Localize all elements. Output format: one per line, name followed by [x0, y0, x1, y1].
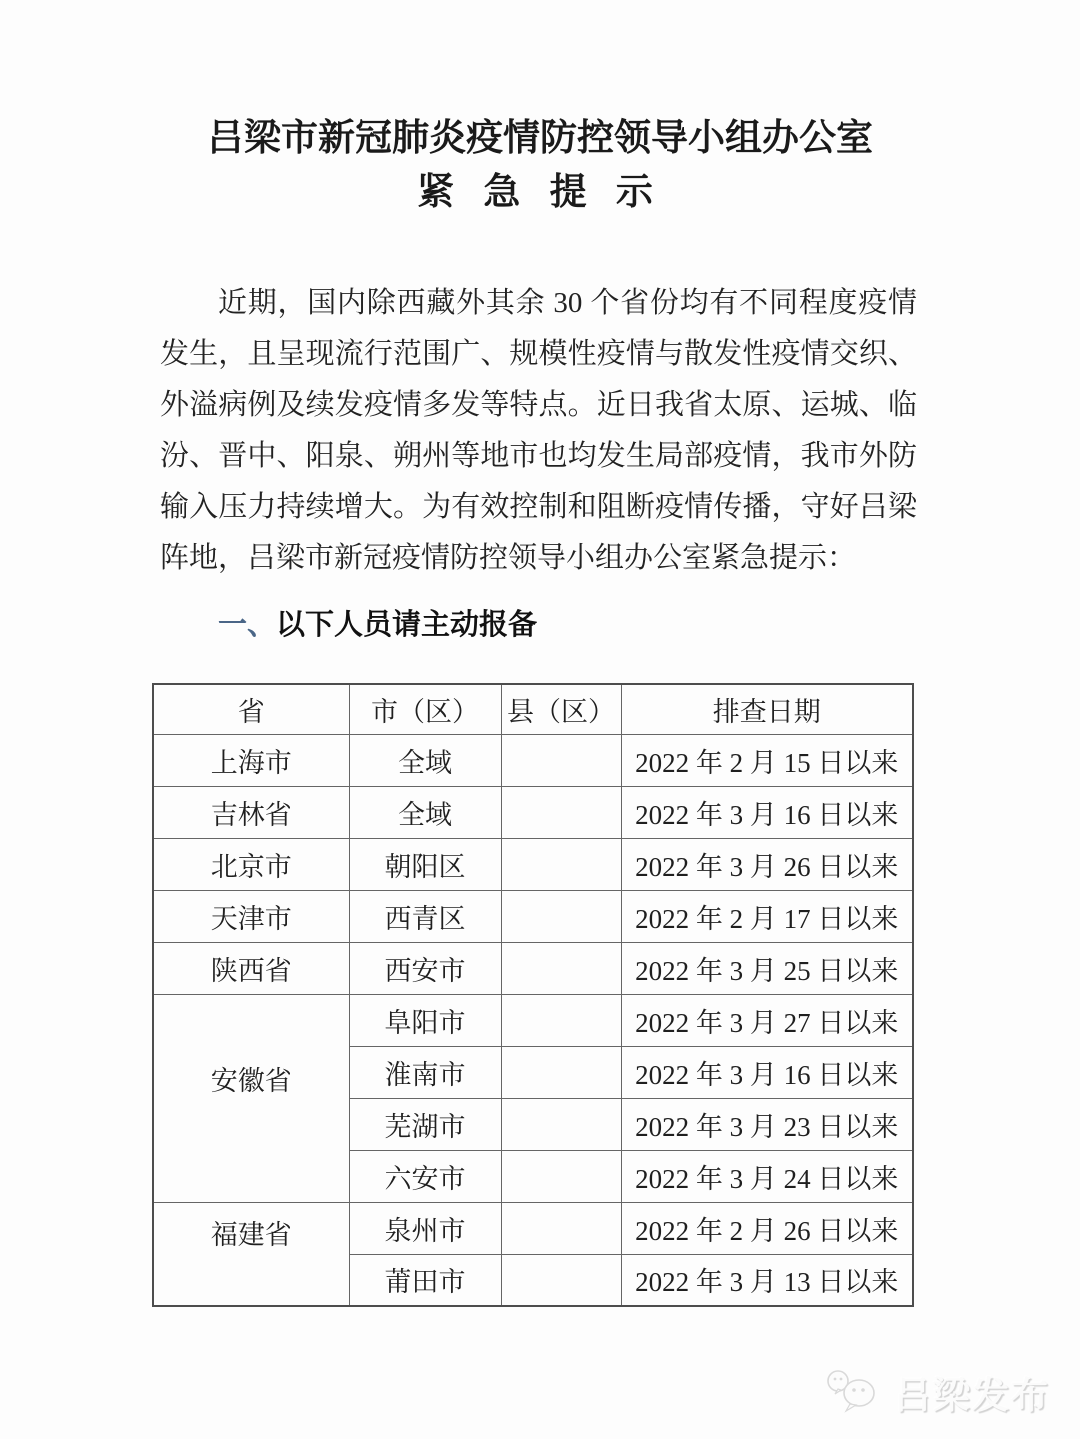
- province-cell: 北京市: [153, 838, 349, 890]
- date-cell: 2022 年 3 月 23 日以来: [621, 1098, 913, 1150]
- city-cell: 西青区: [349, 890, 501, 942]
- header-cell-county: 县（区）: [501, 684, 621, 734]
- wechat-icon: [824, 1368, 882, 1416]
- city-cell: 莆田市: [349, 1254, 501, 1306]
- city-cell: 全域: [349, 786, 501, 838]
- report-table: [152, 683, 914, 1307]
- county-cell: [501, 942, 621, 994]
- province-cell: 吉林省: [153, 786, 349, 838]
- intro-paragraph: 近期，国内除西藏外其余 30 个省份均有不同程度疫情发生，且呈现流行范围广、规模性疫情与散发性疫情交织、外溢病例及续发疫情多发等特点。近日我省太原、运城、临汾、晋中、阳泉、朔州等地市也均发生局部疫情，我市外防输入压力持续增大。为有效控制和阻断疫情传播，守好吕梁阵地，吕梁市新冠疫情防控领导小组办公室紧急提示：: [160, 287, 917, 574]
- watermark-label: 吕梁发布: [894, 1375, 1050, 1416]
- date-cell: 2022 年 2 月 26 日以来: [621, 1202, 913, 1254]
- city-cell: 阜阳市: [349, 994, 501, 1046]
- county-cell: [501, 734, 621, 786]
- province-cell: 陕西省: [153, 942, 349, 994]
- section-title: 以下人员请主动报备: [276, 609, 538, 641]
- section-heading: [218, 602, 1080, 643]
- county-cell: [501, 1046, 621, 1098]
- city-cell: 芜湖市: [349, 1098, 501, 1150]
- doc-title-line1: 吕梁市新冠肺炎疫情防控领导小组办公室: [207, 118, 873, 159]
- county-cell: [501, 1254, 621, 1306]
- date-cell: 2022 年 3 月 27 日以来: [621, 994, 913, 1046]
- header-cell-date: 排查日期: [621, 684, 913, 734]
- county-cell: [501, 890, 621, 942]
- date-cell: 2022 年 2 月 17 日以来: [621, 890, 913, 942]
- table-header-row: [153, 684, 913, 734]
- province-cell: 福建省: [153, 1202, 349, 1306]
- city-cell: 全域: [349, 734, 501, 786]
- table-row: [153, 942, 913, 994]
- doc-title-line2: 紧 急 提 示: [417, 172, 663, 213]
- province-cell: 安徽省: [153, 994, 349, 1202]
- province-cell: 上海市: [153, 734, 349, 786]
- county-cell: [501, 786, 621, 838]
- county-cell: [501, 838, 621, 890]
- section-number-marker: 一、: [218, 609, 277, 641]
- county-cell: [501, 1202, 621, 1254]
- city-cell: 淮南市: [349, 1046, 501, 1098]
- table-row: [153, 890, 913, 942]
- date-cell: 2022 年 3 月 25 日以来: [621, 942, 913, 994]
- city-cell: 六安市: [349, 1150, 501, 1202]
- date-cell: 2022 年 3 月 26 日以来: [621, 838, 913, 890]
- publisher-watermark: [824, 1365, 1050, 1419]
- table-row: [153, 786, 913, 838]
- table-row: [153, 994, 913, 1046]
- city-cell: 朝阳区: [349, 838, 501, 890]
- table-row: [153, 838, 913, 890]
- county-cell: [501, 1150, 621, 1202]
- report-table-body: [153, 734, 913, 1306]
- header-cell-city: 市（区）: [349, 684, 501, 734]
- table-row: [153, 1202, 913, 1254]
- header-cell-province: 省: [153, 684, 349, 734]
- date-cell: 2022 年 2 月 15 日以来: [621, 734, 913, 786]
- date-cell: 2022 年 3 月 16 日以来: [621, 1046, 913, 1098]
- city-cell: 泉州市: [349, 1202, 501, 1254]
- date-cell: 2022 年 3 月 13 日以来: [621, 1254, 913, 1306]
- county-cell: [501, 994, 621, 1046]
- date-cell: 2022 年 3 月 16 日以来: [621, 786, 913, 838]
- date-cell: 2022 年 3 月 24 日以来: [621, 1150, 913, 1202]
- table-row: [153, 734, 913, 786]
- province-cell: 天津市: [153, 890, 349, 942]
- county-cell: [501, 1098, 621, 1150]
- city-cell: 西安市: [349, 942, 501, 994]
